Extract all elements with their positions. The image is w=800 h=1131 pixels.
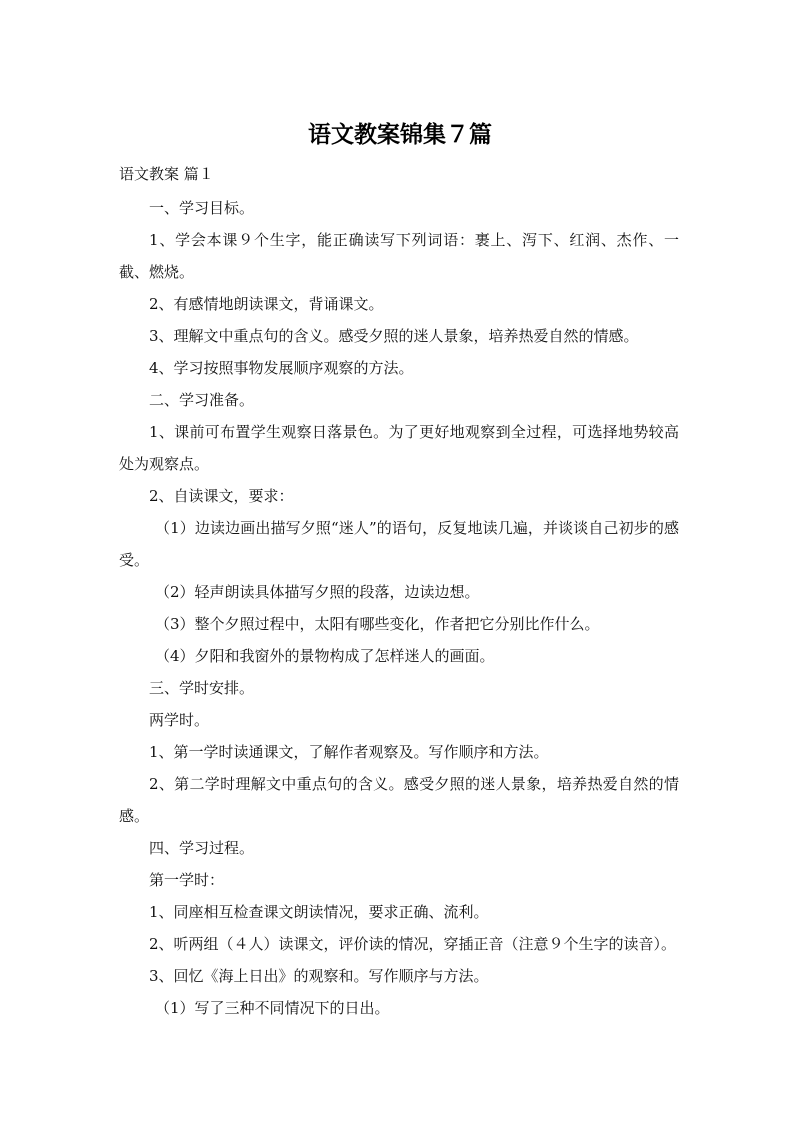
paragraph: （1）边读边画出描写夕照“迷人”的语句，反复地读几遍，并谈谈自己初步的感受。	[119, 519, 679, 569]
paragraph: 2、听两组（４人）读课文，评价读的情况，穿插正音（注意９个生字的读音）。	[149, 935, 677, 953]
paragraph: 第一学时：	[149, 871, 225, 889]
paragraph: 1、学会本课９个生字，能正确读写下列词语：裹上、泻下、红润、杰作、一截、燃烧。	[119, 231, 679, 281]
paragraph: 一、学习目标。	[149, 199, 255, 217]
paragraph: 四、学习过程。	[149, 839, 255, 857]
paragraph: 2、有感情地朗读课文，背诵课文。	[149, 295, 384, 313]
paragraph: （3）整个夕照过程中，太阳有哪些变化，作者把它分别比作什么。	[155, 615, 600, 633]
paragraph: 3、回忆《海上日出》的观察和。写作顺序与方法。	[149, 967, 489, 985]
paragraph: 3、理解文中重点句的含义。感受夕照的迷人景象，培养热爱自然的情感。	[149, 327, 639, 345]
paragraph: （1）写了三种不同情况下的日出。	[155, 999, 390, 1017]
paragraph: 三、学时安排。	[149, 679, 255, 697]
paragraph: 1、同座相互检查课文朗读情况，要求正确、流利。	[149, 903, 489, 921]
document-subtitle: 语文教案 篇１	[119, 165, 214, 183]
paragraph: （4）夕阳和我窗外的景物构成了怎样迷人的画面。	[155, 647, 495, 665]
paragraph: 二、学习准备。	[149, 391, 255, 409]
paragraph: 1、课前可布置学生观察日落景色。为了更好地观察到全过程，可选择地势较高处为观察点。	[119, 423, 679, 473]
paragraph: 2、第二学时理解文中重点句的含义。感受夕照的迷人景象，培养热爱自然的情感。	[119, 775, 679, 825]
paragraph: 1、第一学时读通课文，了解作者观察及。写作顺序和方法。	[149, 743, 549, 761]
paragraph: 2、自读课文，要求：	[149, 487, 294, 505]
paragraph: 两学时。	[149, 711, 210, 729]
paragraph: （2）轻声朗读具体描写夕照的段落，边读边想。	[155, 583, 480, 601]
paragraph: 4、学习按照事物发展顺序观察的方法。	[149, 359, 414, 377]
document-title: 语文教案锦集７篇	[308, 122, 492, 148]
document-body	[119, 192, 679, 1024]
